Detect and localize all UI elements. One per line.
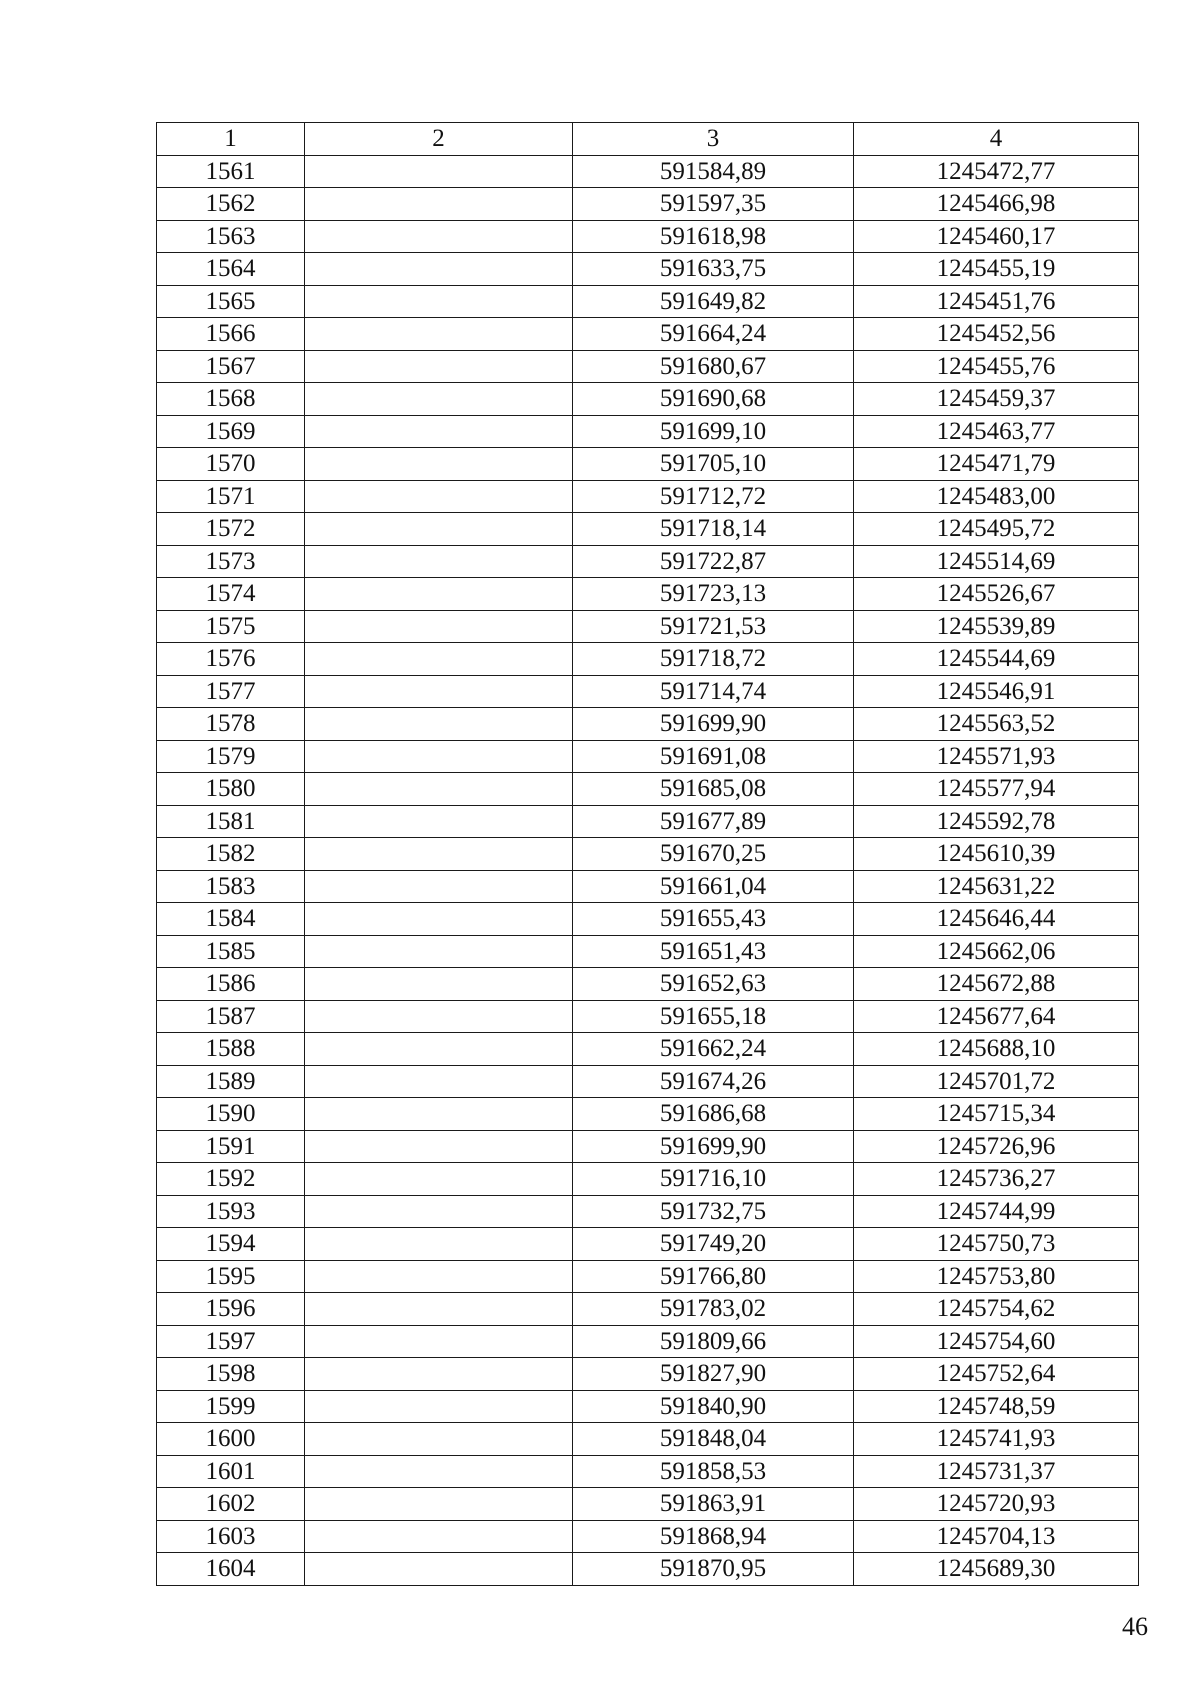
point-number-cell: 1579 bbox=[157, 740, 305, 773]
y-coordinate-cell: 1245546,91 bbox=[854, 675, 1139, 708]
table-row bbox=[157, 1163, 1139, 1196]
description-cell bbox=[305, 1033, 573, 1066]
point-number-cell: 1561 bbox=[157, 155, 305, 188]
point-number-cell: 1592 bbox=[157, 1163, 305, 1196]
y-coordinate-cell: 1245466,98 bbox=[854, 188, 1139, 221]
x-coordinate-cell: 591749,20 bbox=[573, 1228, 854, 1261]
point-number-cell: 1593 bbox=[157, 1195, 305, 1228]
point-number-cell: 1588 bbox=[157, 1033, 305, 1066]
table-row bbox=[157, 578, 1139, 611]
x-coordinate-cell: 591655,18 bbox=[573, 1000, 854, 1033]
y-coordinate-cell: 1245577,94 bbox=[854, 773, 1139, 806]
x-coordinate-cell: 591662,24 bbox=[573, 1033, 854, 1066]
x-coordinate-cell: 591652,63 bbox=[573, 968, 854, 1001]
column-header-3: 3 bbox=[573, 123, 854, 156]
table-row bbox=[157, 155, 1139, 188]
point-number-cell: 1581 bbox=[157, 805, 305, 838]
y-coordinate-cell: 1245631,22 bbox=[854, 870, 1139, 903]
y-coordinate-cell: 1245483,00 bbox=[854, 480, 1139, 513]
description-cell bbox=[305, 545, 573, 578]
y-coordinate-cell: 1245463,77 bbox=[854, 415, 1139, 448]
table-row bbox=[157, 1000, 1139, 1033]
column-header-2: 2 bbox=[305, 123, 573, 156]
y-coordinate-cell: 1245704,13 bbox=[854, 1520, 1139, 1553]
description-cell bbox=[305, 805, 573, 838]
point-number-cell: 1584 bbox=[157, 903, 305, 936]
point-number-cell: 1572 bbox=[157, 513, 305, 546]
x-coordinate-cell: 591868,94 bbox=[573, 1520, 854, 1553]
point-number-cell: 1600 bbox=[157, 1423, 305, 1456]
description-cell bbox=[305, 1228, 573, 1261]
table-row bbox=[157, 1358, 1139, 1391]
table-row bbox=[157, 350, 1139, 383]
table-row bbox=[157, 1325, 1139, 1358]
y-coordinate-cell: 1245748,59 bbox=[854, 1390, 1139, 1423]
table-row bbox=[157, 1098, 1139, 1131]
table-row bbox=[157, 318, 1139, 351]
table-row bbox=[157, 1390, 1139, 1423]
y-coordinate-cell: 1245544,69 bbox=[854, 643, 1139, 676]
point-number-cell: 1562 bbox=[157, 188, 305, 221]
description-cell bbox=[305, 968, 573, 1001]
page-number: 46 bbox=[1122, 1612, 1148, 1641]
x-coordinate-cell: 591870,95 bbox=[573, 1553, 854, 1586]
x-coordinate-cell: 591670,25 bbox=[573, 838, 854, 871]
point-number-cell: 1580 bbox=[157, 773, 305, 806]
point-number-cell: 1567 bbox=[157, 350, 305, 383]
description-cell bbox=[305, 480, 573, 513]
description-cell bbox=[305, 1195, 573, 1228]
table-row bbox=[157, 1553, 1139, 1586]
table-row bbox=[157, 1130, 1139, 1163]
description-cell bbox=[305, 1358, 573, 1391]
table-header bbox=[157, 123, 1139, 156]
coordinates-table bbox=[156, 122, 1139, 1586]
point-number-cell: 1574 bbox=[157, 578, 305, 611]
y-coordinate-cell: 1245726,96 bbox=[854, 1130, 1139, 1163]
description-cell bbox=[305, 643, 573, 676]
description-cell bbox=[305, 513, 573, 546]
x-coordinate-cell: 591809,66 bbox=[573, 1325, 854, 1358]
table-row bbox=[157, 513, 1139, 546]
description-cell bbox=[305, 903, 573, 936]
x-coordinate-cell: 591618,98 bbox=[573, 220, 854, 253]
point-number-cell: 1586 bbox=[157, 968, 305, 1001]
x-coordinate-cell: 591714,74 bbox=[573, 675, 854, 708]
table-row bbox=[157, 1423, 1139, 1456]
table-row bbox=[157, 1455, 1139, 1488]
table-row bbox=[157, 1488, 1139, 1521]
point-number-cell: 1582 bbox=[157, 838, 305, 871]
x-coordinate-cell: 591783,02 bbox=[573, 1293, 854, 1326]
table-row bbox=[157, 285, 1139, 318]
description-cell bbox=[305, 1488, 573, 1521]
description-cell bbox=[305, 415, 573, 448]
x-coordinate-cell: 591699,90 bbox=[573, 1130, 854, 1163]
x-coordinate-cell: 591674,26 bbox=[573, 1065, 854, 1098]
y-coordinate-cell: 1245731,37 bbox=[854, 1455, 1139, 1488]
table-row bbox=[157, 643, 1139, 676]
description-cell bbox=[305, 1130, 573, 1163]
y-coordinate-cell: 1245592,78 bbox=[854, 805, 1139, 838]
x-coordinate-cell: 591664,24 bbox=[573, 318, 854, 351]
x-coordinate-cell: 591858,53 bbox=[573, 1455, 854, 1488]
table-row bbox=[157, 708, 1139, 741]
header-row bbox=[157, 123, 1139, 156]
y-coordinate-cell: 1245451,76 bbox=[854, 285, 1139, 318]
y-coordinate-cell: 1245610,39 bbox=[854, 838, 1139, 871]
y-coordinate-cell: 1245736,27 bbox=[854, 1163, 1139, 1196]
y-coordinate-cell: 1245563,52 bbox=[854, 708, 1139, 741]
y-coordinate-cell: 1245646,44 bbox=[854, 903, 1139, 936]
y-coordinate-cell: 1245672,88 bbox=[854, 968, 1139, 1001]
table-row bbox=[157, 253, 1139, 286]
point-number-cell: 1587 bbox=[157, 1000, 305, 1033]
x-coordinate-cell: 591718,14 bbox=[573, 513, 854, 546]
description-cell bbox=[305, 220, 573, 253]
description-cell bbox=[305, 1098, 573, 1131]
table-row bbox=[157, 1520, 1139, 1553]
y-coordinate-cell: 1245688,10 bbox=[854, 1033, 1139, 1066]
y-coordinate-cell: 1245472,77 bbox=[854, 155, 1139, 188]
description-cell bbox=[305, 448, 573, 481]
description-cell bbox=[305, 838, 573, 871]
table-row bbox=[157, 1260, 1139, 1293]
y-coordinate-cell: 1245750,73 bbox=[854, 1228, 1139, 1261]
x-coordinate-cell: 591699,90 bbox=[573, 708, 854, 741]
x-coordinate-cell: 591718,72 bbox=[573, 643, 854, 676]
table-row bbox=[157, 1195, 1139, 1228]
description-cell bbox=[305, 188, 573, 221]
table-row bbox=[157, 805, 1139, 838]
description-cell bbox=[305, 350, 573, 383]
point-number-cell: 1591 bbox=[157, 1130, 305, 1163]
point-number-cell: 1590 bbox=[157, 1098, 305, 1131]
y-coordinate-cell: 1245495,72 bbox=[854, 513, 1139, 546]
y-coordinate-cell: 1245754,62 bbox=[854, 1293, 1139, 1326]
x-coordinate-cell: 591651,43 bbox=[573, 935, 854, 968]
point-number-cell: 1604 bbox=[157, 1553, 305, 1586]
point-number-cell: 1570 bbox=[157, 448, 305, 481]
table-row bbox=[157, 545, 1139, 578]
table-body bbox=[157, 155, 1139, 1585]
point-number-cell: 1565 bbox=[157, 285, 305, 318]
point-number-cell: 1575 bbox=[157, 610, 305, 643]
x-coordinate-cell: 591661,04 bbox=[573, 870, 854, 903]
description-cell bbox=[305, 1260, 573, 1293]
description-cell bbox=[305, 870, 573, 903]
x-coordinate-cell: 591723,13 bbox=[573, 578, 854, 611]
y-coordinate-cell: 1245526,67 bbox=[854, 578, 1139, 611]
point-number-cell: 1573 bbox=[157, 545, 305, 578]
y-coordinate-cell: 1245753,80 bbox=[854, 1260, 1139, 1293]
description-cell bbox=[305, 1553, 573, 1586]
point-number-cell: 1589 bbox=[157, 1065, 305, 1098]
y-coordinate-cell: 1245459,37 bbox=[854, 383, 1139, 416]
point-number-cell: 1596 bbox=[157, 1293, 305, 1326]
y-coordinate-cell: 1245662,06 bbox=[854, 935, 1139, 968]
description-cell bbox=[305, 1423, 573, 1456]
point-number-cell: 1602 bbox=[157, 1488, 305, 1521]
table-row bbox=[157, 383, 1139, 416]
point-number-cell: 1566 bbox=[157, 318, 305, 351]
x-coordinate-cell: 591721,53 bbox=[573, 610, 854, 643]
y-coordinate-cell: 1245677,64 bbox=[854, 1000, 1139, 1033]
y-coordinate-cell: 1245715,34 bbox=[854, 1098, 1139, 1131]
y-coordinate-cell: 1245539,89 bbox=[854, 610, 1139, 643]
description-cell bbox=[305, 675, 573, 708]
x-coordinate-cell: 591584,89 bbox=[573, 155, 854, 188]
point-number-cell: 1569 bbox=[157, 415, 305, 448]
x-coordinate-cell: 591712,72 bbox=[573, 480, 854, 513]
point-number-cell: 1578 bbox=[157, 708, 305, 741]
x-coordinate-cell: 591655,43 bbox=[573, 903, 854, 936]
point-number-cell: 1585 bbox=[157, 935, 305, 968]
point-number-cell: 1583 bbox=[157, 870, 305, 903]
point-number-cell: 1564 bbox=[157, 253, 305, 286]
x-coordinate-cell: 591686,68 bbox=[573, 1098, 854, 1131]
description-cell bbox=[305, 1390, 573, 1423]
point-number-cell: 1568 bbox=[157, 383, 305, 416]
x-coordinate-cell: 591597,35 bbox=[573, 188, 854, 221]
point-number-cell: 1597 bbox=[157, 1325, 305, 1358]
description-cell bbox=[305, 318, 573, 351]
description-cell bbox=[305, 610, 573, 643]
y-coordinate-cell: 1245741,93 bbox=[854, 1423, 1139, 1456]
x-coordinate-cell: 591848,04 bbox=[573, 1423, 854, 1456]
description-cell bbox=[305, 155, 573, 188]
x-coordinate-cell: 591863,91 bbox=[573, 1488, 854, 1521]
y-coordinate-cell: 1245455,76 bbox=[854, 350, 1139, 383]
description-cell bbox=[305, 1455, 573, 1488]
description-cell bbox=[305, 1065, 573, 1098]
table-row bbox=[157, 675, 1139, 708]
y-coordinate-cell: 1245744,99 bbox=[854, 1195, 1139, 1228]
x-coordinate-cell: 591705,10 bbox=[573, 448, 854, 481]
x-coordinate-cell: 591685,08 bbox=[573, 773, 854, 806]
y-coordinate-cell: 1245452,56 bbox=[854, 318, 1139, 351]
x-coordinate-cell: 591766,80 bbox=[573, 1260, 854, 1293]
description-cell bbox=[305, 253, 573, 286]
point-number-cell: 1563 bbox=[157, 220, 305, 253]
table-row bbox=[157, 740, 1139, 773]
description-cell bbox=[305, 383, 573, 416]
y-coordinate-cell: 1245460,17 bbox=[854, 220, 1139, 253]
table-row bbox=[157, 220, 1139, 253]
description-cell bbox=[305, 773, 573, 806]
column-header-4: 4 bbox=[854, 123, 1139, 156]
x-coordinate-cell: 591633,75 bbox=[573, 253, 854, 286]
y-coordinate-cell: 1245571,93 bbox=[854, 740, 1139, 773]
table-row bbox=[157, 1228, 1139, 1261]
x-coordinate-cell: 591732,75 bbox=[573, 1195, 854, 1228]
y-coordinate-cell: 1245689,30 bbox=[854, 1553, 1139, 1586]
column-header-1: 1 bbox=[157, 123, 305, 156]
point-number-cell: 1576 bbox=[157, 643, 305, 676]
x-coordinate-cell: 591699,10 bbox=[573, 415, 854, 448]
table-row bbox=[157, 1293, 1139, 1326]
table-row bbox=[157, 870, 1139, 903]
table-row bbox=[157, 610, 1139, 643]
description-cell bbox=[305, 935, 573, 968]
description-cell bbox=[305, 285, 573, 318]
description-cell bbox=[305, 708, 573, 741]
description-cell bbox=[305, 1163, 573, 1196]
point-number-cell: 1598 bbox=[157, 1358, 305, 1391]
table-row bbox=[157, 968, 1139, 1001]
table-row bbox=[157, 448, 1139, 481]
point-number-cell: 1595 bbox=[157, 1260, 305, 1293]
y-coordinate-cell: 1245752,64 bbox=[854, 1358, 1139, 1391]
y-coordinate-cell: 1245720,93 bbox=[854, 1488, 1139, 1521]
x-coordinate-cell: 591722,87 bbox=[573, 545, 854, 578]
table-row bbox=[157, 838, 1139, 871]
x-coordinate-cell: 591691,08 bbox=[573, 740, 854, 773]
y-coordinate-cell: 1245701,72 bbox=[854, 1065, 1139, 1098]
point-number-cell: 1571 bbox=[157, 480, 305, 513]
y-coordinate-cell: 1245514,69 bbox=[854, 545, 1139, 578]
table-row bbox=[157, 415, 1139, 448]
point-number-cell: 1577 bbox=[157, 675, 305, 708]
description-cell bbox=[305, 1520, 573, 1553]
y-coordinate-cell: 1245471,79 bbox=[854, 448, 1139, 481]
table-row bbox=[157, 935, 1139, 968]
description-cell bbox=[305, 1000, 573, 1033]
y-coordinate-cell: 1245455,19 bbox=[854, 253, 1139, 286]
x-coordinate-cell: 591716,10 bbox=[573, 1163, 854, 1196]
x-coordinate-cell: 591690,68 bbox=[573, 383, 854, 416]
description-cell bbox=[305, 740, 573, 773]
table-row bbox=[157, 480, 1139, 513]
description-cell bbox=[305, 1325, 573, 1358]
x-coordinate-cell: 591649,82 bbox=[573, 285, 854, 318]
table-row bbox=[157, 1033, 1139, 1066]
table-row bbox=[157, 188, 1139, 221]
description-cell bbox=[305, 578, 573, 611]
point-number-cell: 1601 bbox=[157, 1455, 305, 1488]
point-number-cell: 1603 bbox=[157, 1520, 305, 1553]
table-row bbox=[157, 773, 1139, 806]
x-coordinate-cell: 591840,90 bbox=[573, 1390, 854, 1423]
table-row bbox=[157, 1065, 1139, 1098]
description-cell bbox=[305, 1293, 573, 1326]
y-coordinate-cell: 1245754,60 bbox=[854, 1325, 1139, 1358]
point-number-cell: 1594 bbox=[157, 1228, 305, 1261]
point-number-cell: 1599 bbox=[157, 1390, 305, 1423]
table-row bbox=[157, 903, 1139, 936]
x-coordinate-cell: 591827,90 bbox=[573, 1358, 854, 1391]
x-coordinate-cell: 591677,89 bbox=[573, 805, 854, 838]
x-coordinate-cell: 591680,67 bbox=[573, 350, 854, 383]
